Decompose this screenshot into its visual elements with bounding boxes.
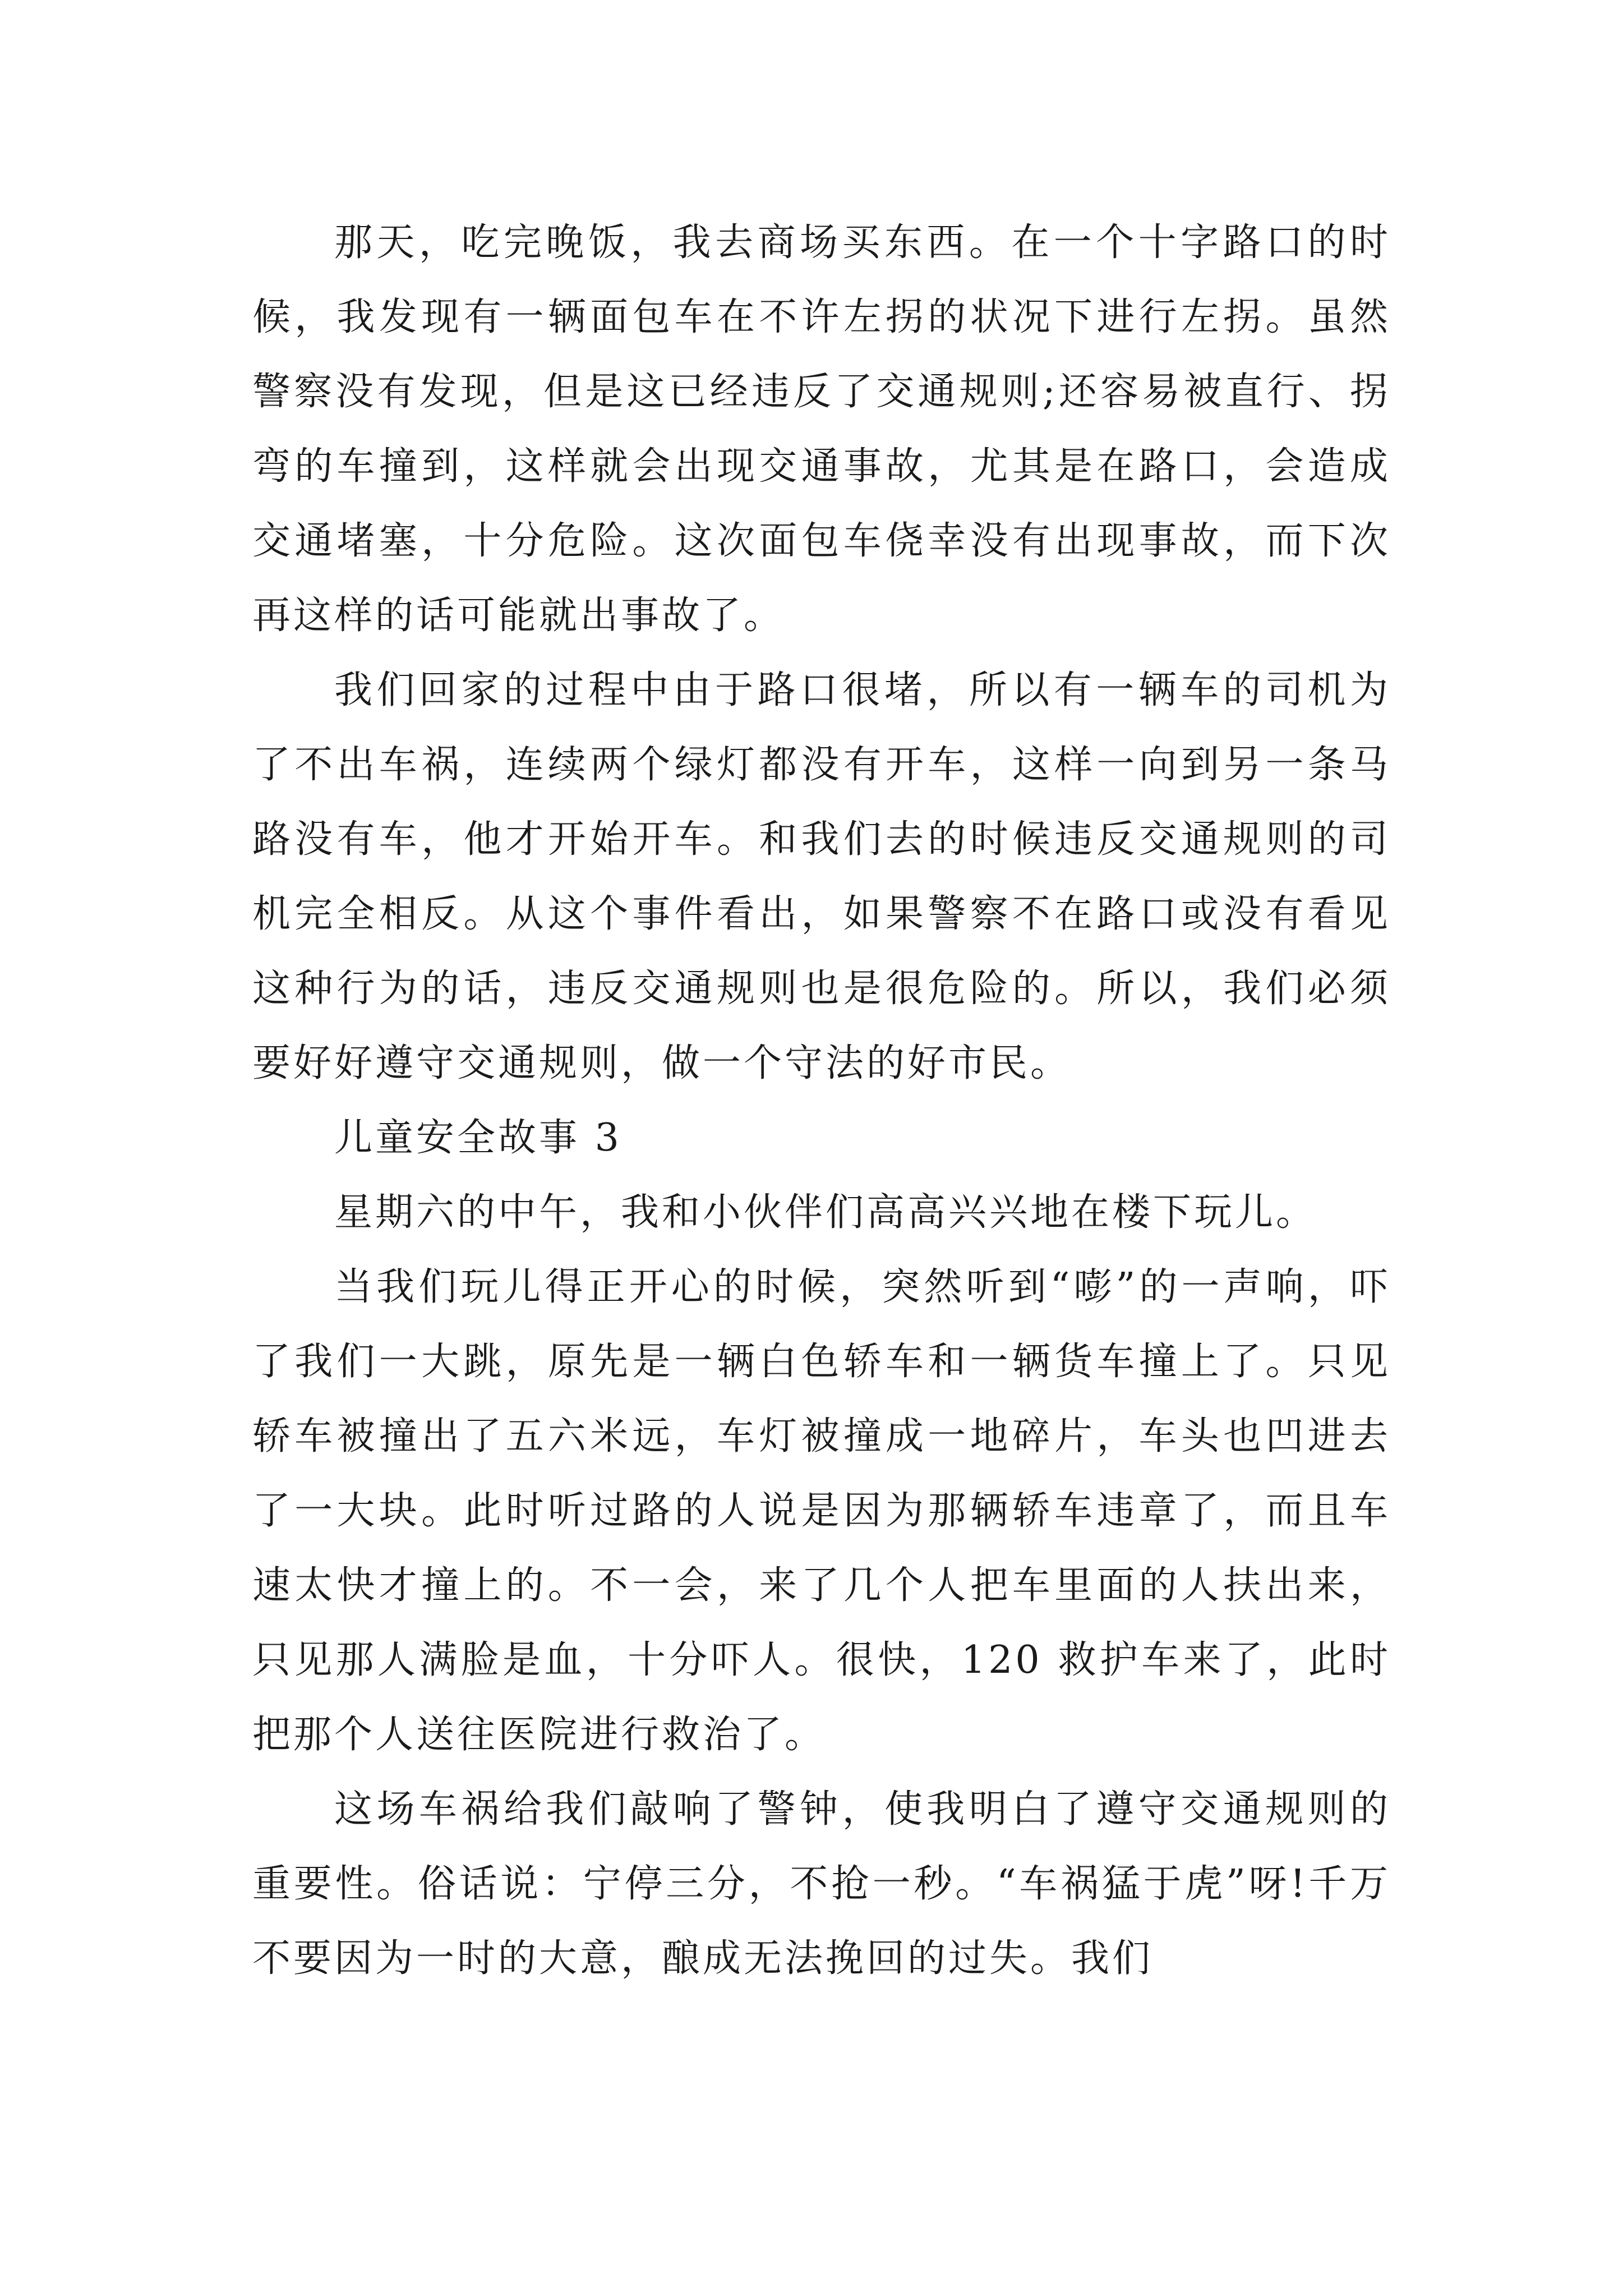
paragraph-5: 这场车祸给我们敲响了警钟，使我明白了遵守交通规则的重要性。俗话说：宁停三分，不抢一秒。“车祸猛于虎”呀!千万不要因为一时的大意，酿成无法挽回的过失。我们 [252, 1787, 1391, 1981]
section-heading: 儿童安全故事 3 [334, 1116, 622, 1160]
paragraph-1: 那天，吃完晚饭，我去商场买东西。在一个十字路口的时候，我发现有一辆面包车在不许左拐的状况下进行左拐。虽然警察没有发现，但是这已经违反了交通规则;还容易被直行、拐弯的车撞到，这样就会出现交通事故，尤其是在路口，会造成交通堵塞，十分危险。这次面包车侥幸没有出现事故，而下次再这样的话可能就出事故了。 [252, 220, 1391, 638]
document-body [252, 205, 1391, 1996]
paragraph-2: 我们回家的过程中由于路口很堵，所以有一辆车的司机为了不出车祸，连续两个绿灯都没有开车，这样一向到另一条马路没有车，他才开始开车。和我们去的时候违反交通规则的司机完全相反。从这个事件看出，如果警察不在路口或没有看见这种行为的话，违反交通规则也是很危险的。所以，我们必须要好好遵守交通规则，做一个守法的好市民。 [252, 668, 1391, 1085]
paragraph-3: 星期六的中午，我和小伙伴们高高兴兴地在楼下玩儿。 [334, 1190, 1317, 1235]
paragraph-4: 当我们玩儿得正开心的时候，突然听到“嘭”的一声响，吓了我们一大跳，原先是一辆白色轿车和一辆货车撞上了。只见轿车被撞出了五六米远，车灯被撞成一地碎片，车头也凹进去了一大块。此时听过路的人说是因为那辆轿车违章了，而且车速太快才撞上的。不一会，来了几个人把车里面的人扶出来，只见那人满脸是血，十分吓人。很快，120 救护车来了，此时把那个人送往医院进行救治了。 [252, 1265, 1391, 1757]
